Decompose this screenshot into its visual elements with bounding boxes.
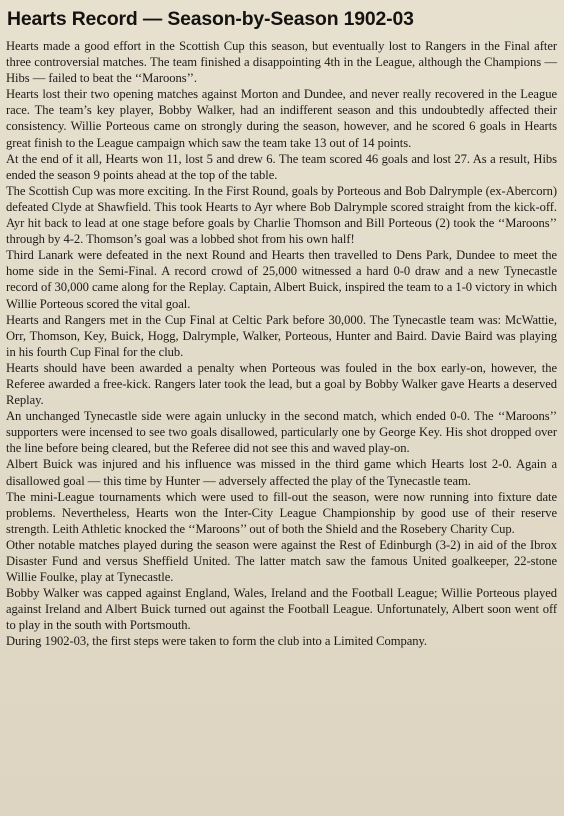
paragraph: Bobby Walker was capped against England, Wales, Ireland and the Football League; Willie Porteous played against Ireland and Albert Buick turned out against the Football League. Unfortunately, Albert soon went off to play in the south with Portsmouth.: [6, 586, 557, 633]
paragraph: An unchanged Tynecastle side were again unlucky in the second match, which ended 0-0. The ‘‘Maroons’’ supporters were incensed to see two goals disallowed, particularly one by George Key. His shot dropped over the line before being cleared, but the Referee did not see this and waved play-on.: [6, 409, 557, 456]
paragraph: The Scottish Cup was more exciting. In the First Round, goals by Porteous and Bob Dalrymple (ex-Abercorn) defeated Clyde at Shawfield. This took Hearts to Ayr where Bob Dalrymple scored straight from the kick-off. Ayr hit back to lead at one stage before goals by Charlie Thomson and Bill Porteous (2) took the ‘‘Maroons’’ through by 4-2. Thomson’s goal was a lobbed shot from his own half!: [6, 183, 557, 247]
paragraph: Hearts should have been awarded a penalty when Porteous was fouled in the box early-on, however, the Referee awarded a free-kick. Rangers later took the lead, but a goal by Bobby Walker gave Hearts a deserved Replay.: [6, 360, 557, 408]
paragraph: Hearts made a good effort in the Scottish Cup this season, but eventually lost to Rangers in the Final after three controversial matches. The team finished a disappointing 4th in the League, although the Champions — Hibs — failed to beat the ‘‘Maroons’’.: [6, 39, 557, 86]
paragraph: Third Lanark were defeated in the next Round and Hearts then travelled to Dens Park, Dundee to meet the home side in the Semi-Final. A record crowd of 25,000 witnessed a hard 0-0 draw and a new Tynecastle record of 30,000 came along for the Replay. Captain, Albert Buick, inspired the team to a 1-0 victory in which Willie Porteous scored the vital goal.: [6, 248, 557, 311]
paragraph: Albert Buick was injured and his influence was missed in the third game which Hearts lost 2-0. Again a disallowed goal — this time by Hunter — adversely affected the play of the Tynecastle team.: [6, 457, 557, 488]
paragraph: Hearts lost their two opening matches against Morton and Dundee, and never really recovered in the League race. The team’s key player, Bobby Walker, had an indifferent season and this undoubtedly affected their consistency. Willie Porteous came on strongly during the season, however, and he scored 6 goals in Hearts great finish to the League campaign which saw the team take 13 out of 14 points.: [6, 87, 557, 150]
paragraph: Hearts and Rangers met in the Cup Final at Celtic Park before 30,000. The Tynecastle team was: McWattie, Orr, Thomson, Key, Buick, Hogg, Dalrymple, Walker, Porteous, Hunter and Baird. Davie Baird was playing in his fourth Cup Final for the club.: [6, 312, 557, 359]
paragraph: The mini-League tournaments which were used to fill-out the season, were now running into fixture date problems. Nevertheless, Hearts won the Inter-City League Championship by good use of their reserve strength. Leith Athletic knocked the ‘‘Maroons’’ out of both the Shield and the Rosebery Charity Cup.: [6, 489, 557, 536]
paragraph: At the end of it all, Hearts won 11, lost 5 and drew 6. The team scored 46 goals and lost 27. As a result, Hibs ended the season 9 points ahead at the top of the table.: [6, 151, 557, 182]
paragraph: Other notable matches played during the season were against the Rest of Edinburgh (3-2) in aid of the Ibrox Disaster Fund and versus Sheffield United. The latter match saw the famous United goalkeeper, 22-stone Willie Foulke, play at Tynecastle.: [6, 537, 557, 585]
paragraph: During 1902-03, the first steps were taken to form the club into a Limited Company.: [6, 634, 428, 649]
document-body: [6, 38, 557, 650]
document-title: Hearts Record — Season-by-Season 1902-03: [7, 8, 414, 30]
